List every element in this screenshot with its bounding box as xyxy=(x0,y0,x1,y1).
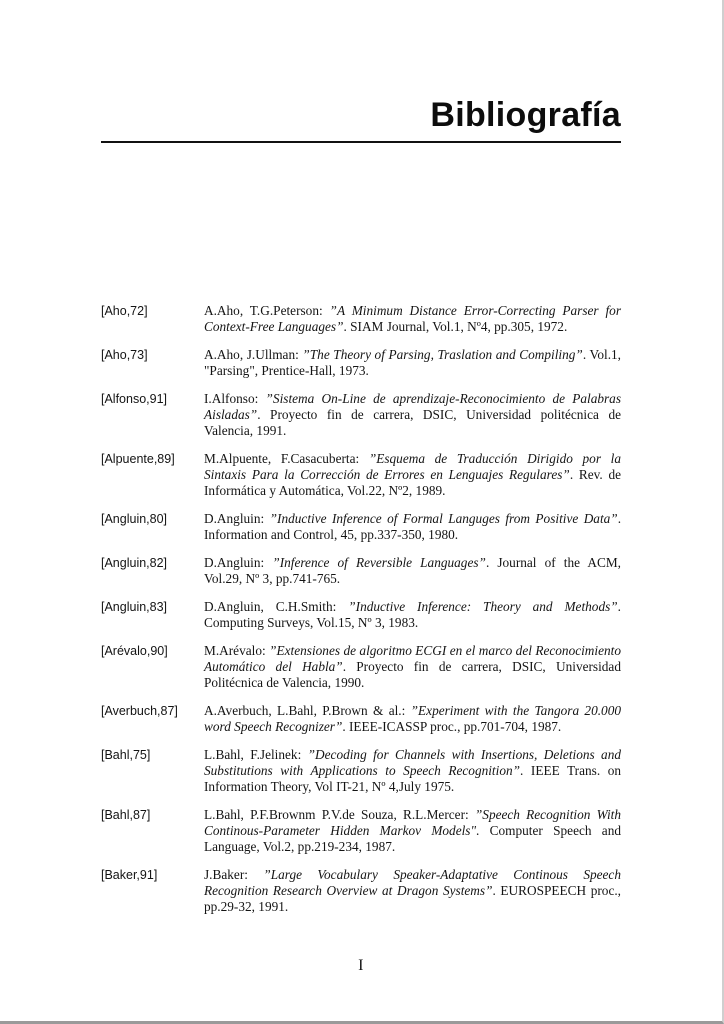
entry-text xyxy=(204,747,621,795)
entry-text xyxy=(204,451,621,499)
entry-text-segment: . Vol.1, "Parsing", Prentice-Hall, 1973. xyxy=(204,347,621,378)
entry-title-segment: ”Experiment with the Tangora 20.000 word Speech Recognizer” xyxy=(204,703,621,734)
entry-text xyxy=(204,347,621,379)
entry-text xyxy=(204,303,621,335)
entry-text-segment: M.Alpuente, F.Casacuberta: xyxy=(204,451,369,466)
entry-text-segment: . Information and Control, 45, pp.337-350, 1980. xyxy=(204,511,622,542)
bibliography-entry xyxy=(101,391,621,439)
entry-text-segment: L.Bahl, F.Jelinek: xyxy=(204,747,308,762)
bibliography-entry xyxy=(101,303,621,335)
bibliography-entry xyxy=(101,347,621,379)
entry-text xyxy=(204,703,621,735)
entry-text-segment: . IEEE-ICASSP proc., pp.701-704, 1987. xyxy=(342,719,562,734)
entry-title-segment: ”Inference of Reversible Languages” xyxy=(272,555,486,570)
entry-text-segment: . Proyecto fin de carrera, DSIC, Universidad politécnica de Valencia, 1991. xyxy=(204,407,621,438)
entry-label: [Baker,91] xyxy=(101,868,158,882)
page-header xyxy=(101,0,621,143)
page-number: I xyxy=(358,957,364,974)
entry-text-segment: . EUROSPEECH proc., pp.29-32, 1991. xyxy=(204,883,621,914)
entry-text-segment: . Journal of the ACM, Vol.29, Nº 3, pp.741-765. xyxy=(204,555,622,586)
entry-label: [Angluin,82] xyxy=(101,556,168,570)
entry-text-segment: A.Aho, J.Ullman: xyxy=(204,347,303,362)
entry-text-segment: . Rev. de Informática y Automática, Vol.22, Nº2, 1989. xyxy=(204,467,621,498)
entry-label: [Aho,73] xyxy=(101,348,148,362)
entry-text-segment: M.Arévalo: xyxy=(204,643,270,658)
bibliography-entry xyxy=(101,451,621,499)
bibliography-entry xyxy=(101,511,621,543)
entry-label: [Angluin,80] xyxy=(101,512,168,526)
entry-text xyxy=(204,511,621,543)
entry-title-segment: ”Decoding for Channels with Insertions, Deletions and Substitutions with Applications to Speech Recognition” xyxy=(204,747,622,778)
entry-text xyxy=(204,807,621,855)
entry-text-segment: A.Averbuch, L.Bahl, P.Brown & al.: xyxy=(204,703,411,718)
entry-title-segment: ”Inductive Inference of Formal Languges from Positive Data” xyxy=(269,511,618,526)
entry-label: [Aho,72] xyxy=(101,304,148,318)
entry-title-segment: ”Speech Recognition With Continous-Parameter Hidden Markov Models" xyxy=(204,807,621,838)
page-title: Bibliografía xyxy=(430,96,621,134)
entry-title-segment: ”Large Vocabulary Speaker-Adaptative Continous Speech Recognition Research Overview at Dragon Systems” xyxy=(204,867,621,898)
entry-text-segment: . Computer Speech and Language, Vol.2, pp.219-234, 1987. xyxy=(204,823,621,854)
entry-label: [Averbuch,87] xyxy=(101,704,178,718)
entry-title-segment: ”The Theory of Parsing, Traslation and Compiling” xyxy=(302,347,583,362)
page-footer xyxy=(0,957,722,975)
entry-label: [Alpuente,89] xyxy=(101,452,175,466)
bibliography-entry xyxy=(101,807,621,855)
entry-text-segment: I.Alfonso: xyxy=(204,391,266,406)
entry-text-segment: D.Angluin: xyxy=(204,555,273,570)
bibliography-entry xyxy=(101,643,621,691)
bibliography-entry xyxy=(101,747,621,795)
bibliography-entry xyxy=(101,703,621,735)
entry-text xyxy=(204,599,621,631)
entry-title-segment: ”A Minimum Distance Error-Correcting Parser for Context-Free Languages” xyxy=(204,303,621,334)
entry-title-segment: ”Extensiones de algoritmo ECGI en el marco del Reconocimiento Automático del Habla” xyxy=(204,643,621,674)
entry-text xyxy=(204,555,621,587)
entry-label: [Arévalo,90] xyxy=(101,644,168,658)
entry-title-segment: ”Inductive Inference: Theory and Methods” xyxy=(348,599,618,614)
entry-label: [Alfonso,91] xyxy=(101,392,168,406)
entry-text-segment: . IEEE Trans. on Information Theory, Vol IT-21, Nº 4,July 1975. xyxy=(204,763,622,794)
entry-label: [Bahl,87] xyxy=(101,808,151,822)
title-rule xyxy=(101,141,621,143)
bibliography-entry xyxy=(101,555,621,587)
bibliography-list xyxy=(101,303,621,927)
entry-text-segment: . Proyecto fin de carrera, DSIC, Universidad Politécnica de Valencia, 1990. xyxy=(204,659,621,690)
entry-text-segment: . Computing Surveys, Vol.15, Nº 3, 1983. xyxy=(204,599,621,630)
entry-text-segment: D.Angluin: xyxy=(204,511,270,526)
entry-text xyxy=(204,391,621,439)
bibliography-entry xyxy=(101,599,621,631)
entry-text-segment: J.Baker: xyxy=(204,867,264,882)
entry-label: [Angluin,83] xyxy=(101,600,168,614)
entry-label: [Bahl,75] xyxy=(101,748,151,762)
entry-text-segment: L.Bahl, P.F.Brownm P.V.de Souza, R.L.Mercer: xyxy=(204,807,475,822)
entry-title-segment: ”Sistema On-Line de aprendizaje-Reconocimiento de Palabras Aisladas” xyxy=(204,391,621,422)
bibliography-entry xyxy=(101,867,621,915)
entry-text-segment: . SIAM Journal, Vol.1, Nº4, pp.305, 1972. xyxy=(343,319,568,334)
entry-text-segment: D.Angluin, C.H.Smith: xyxy=(204,599,349,614)
entry-text-segment: A.Aho, T.G.Peterson: xyxy=(204,303,330,318)
entry-text xyxy=(204,643,621,691)
entry-title-segment: ”Esquema de Traducción Dirigido por la Sintaxis Para la Corrección de Errores en Lenguajes Regulares” xyxy=(204,451,621,482)
entry-text xyxy=(204,867,621,915)
